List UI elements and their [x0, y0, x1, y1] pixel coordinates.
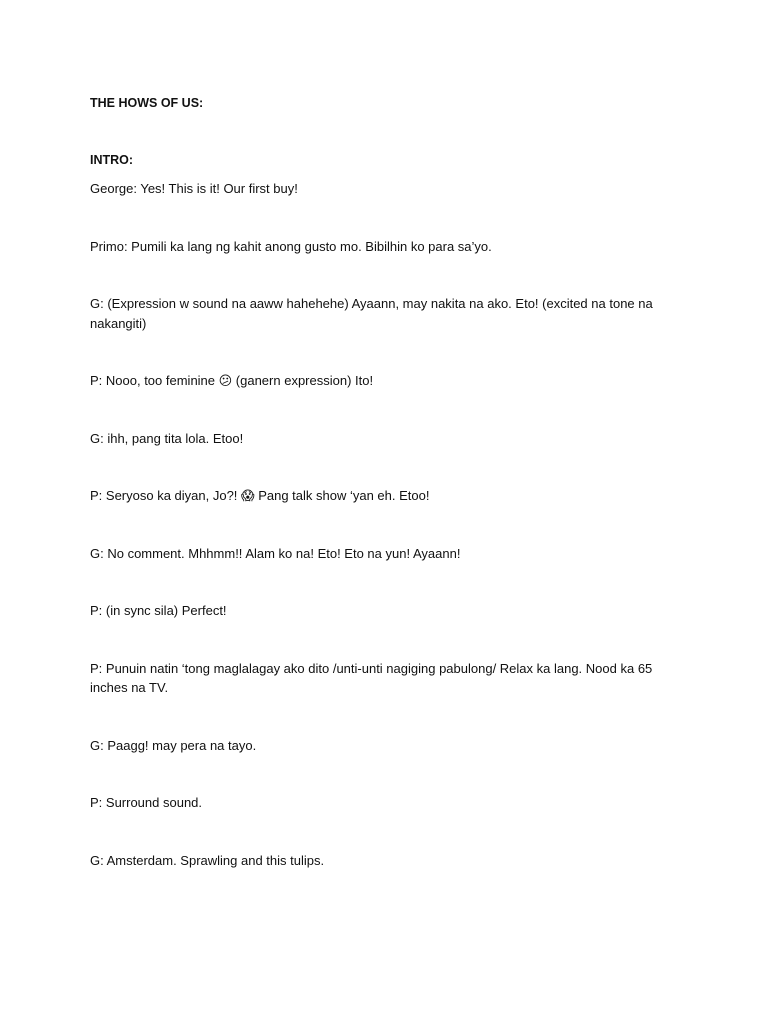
script-line: G: (Expression w sound na aaww hahehehe) Ayaann, may nakita na ako. Eto! (excited na tone na nakangiti)	[90, 296, 657, 331]
document-title: THE HOWS OF US:	[90, 96, 204, 110]
section-heading: INTRO:	[90, 153, 134, 167]
script-line: P: Nooo, too feminine 😕 (ganern expression) Ito!	[90, 373, 374, 388]
document-body	[90, 94, 690, 870]
script-line: George: Yes! This is it! Our first buy!	[90, 181, 298, 196]
script-line: P: Surround sound.	[90, 795, 203, 810]
script-line: P: (in sync sila) Perfect!	[90, 603, 227, 618]
script-line: G: No comment. Mhhmm!! Alam ko na! Eto! Eto na yun! Ayaann!	[90, 545, 461, 561]
script-line: G: ihh, pang tita lola. Etoo!	[90, 430, 244, 446]
script-line: G: Amsterdam. Sprawling and this tulips.	[90, 852, 325, 868]
script-line: P: Punuin natin ‘tong maglalagay ako dito /unti-unti nagiging pabulong/ Relax ka lang. Nood ka 65 inches na TV.	[90, 660, 656, 695]
script-line: Primo: Pumili ka lang ng kahit anong gusto mo. Bibilhin ko para sa’yo.	[90, 238, 492, 254]
script-line: P: Seryoso ka diyan, Jo?! 😱 Pang talk show ‘yan eh. Etoo!	[90, 488, 430, 503]
script-line: G: Paagg! may pera na tayo.	[90, 737, 257, 753]
